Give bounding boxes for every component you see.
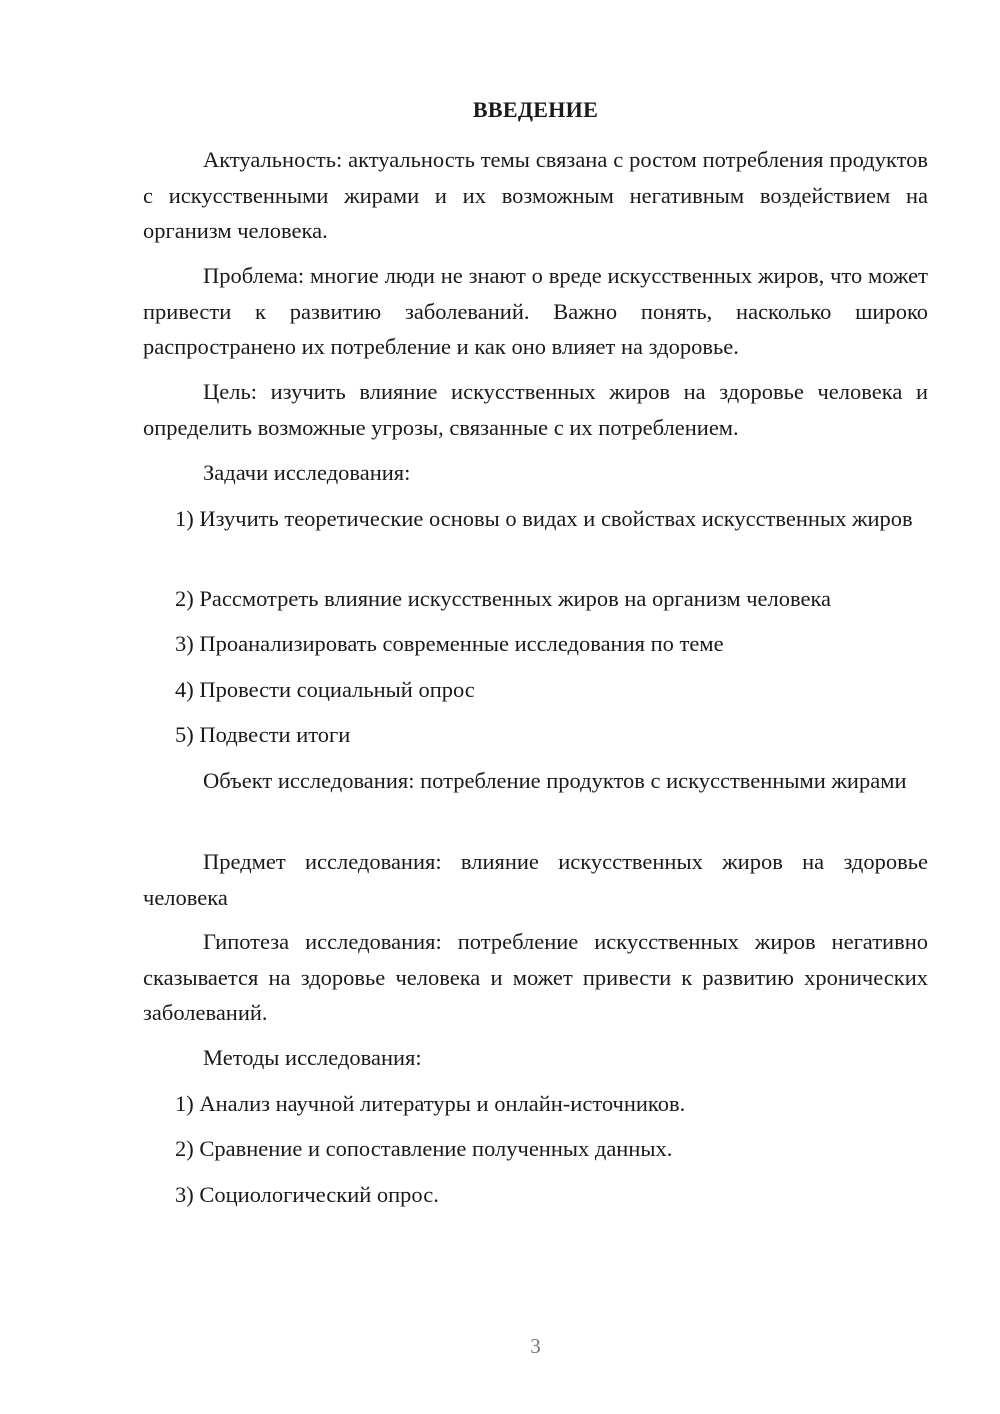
tasks-heading: Задачи исследования:: [203, 460, 411, 485]
task-item: 1) Изучить теоретические основы о видах и свойствах искусственных жиров: [175, 506, 913, 531]
task-item: 4) Провести социальный опрос: [175, 677, 475, 702]
object-paragraph: Объект исследования: потребление продуктов с искусственными жирами: [203, 768, 907, 793]
method-item: 2) Сравнение и сопоставление полученных данных.: [175, 1136, 673, 1161]
task-item: 5) Подвести итоги: [175, 722, 351, 747]
section-heading: ВВЕДЕНИЕ: [472, 97, 599, 122]
goal-paragraph: Цель: изучить влияние искусственных жиров на здоровье человека и определить возможные угрозы, связанные с их потреблением.: [143, 379, 928, 440]
method-item: 1) Анализ научной литературы и онлайн-источников.: [175, 1091, 686, 1116]
task-item: 2) Рассмотреть влияние искусственных жиров на организм человека: [175, 586, 832, 611]
subject-paragraph: Предмет исследования: влияние искусственных жиров на здоровье человека: [143, 849, 928, 910]
document-page: [143, 0, 928, 1414]
problem-paragraph: Проблема: многие люди не знают о вреде искусственных жиров, что может привести к развитию заболеваний. Важно понять, насколько широко распространено их потребление и как оно влияет на здоровье.: [143, 263, 928, 359]
task-item: 3) Проанализировать современные исследования по теме: [175, 631, 724, 656]
relevance-paragraph: Актуальность: актуальность темы связана с ростом потребления продуктов с искусственными жирами и их возможным негативным воздействием на организм человека.: [143, 147, 928, 243]
methods-heading: Методы исследования:: [203, 1045, 422, 1070]
hypothesis-paragraph: Гипотеза исследования: потребление искусственных жиров негативно сказывается на здоровье человека и может привести к развитию хронических заболеваний.: [143, 929, 928, 1025]
page-number: 3: [530, 1334, 541, 1358]
method-item: 3) Социологический опрос.: [175, 1182, 439, 1207]
